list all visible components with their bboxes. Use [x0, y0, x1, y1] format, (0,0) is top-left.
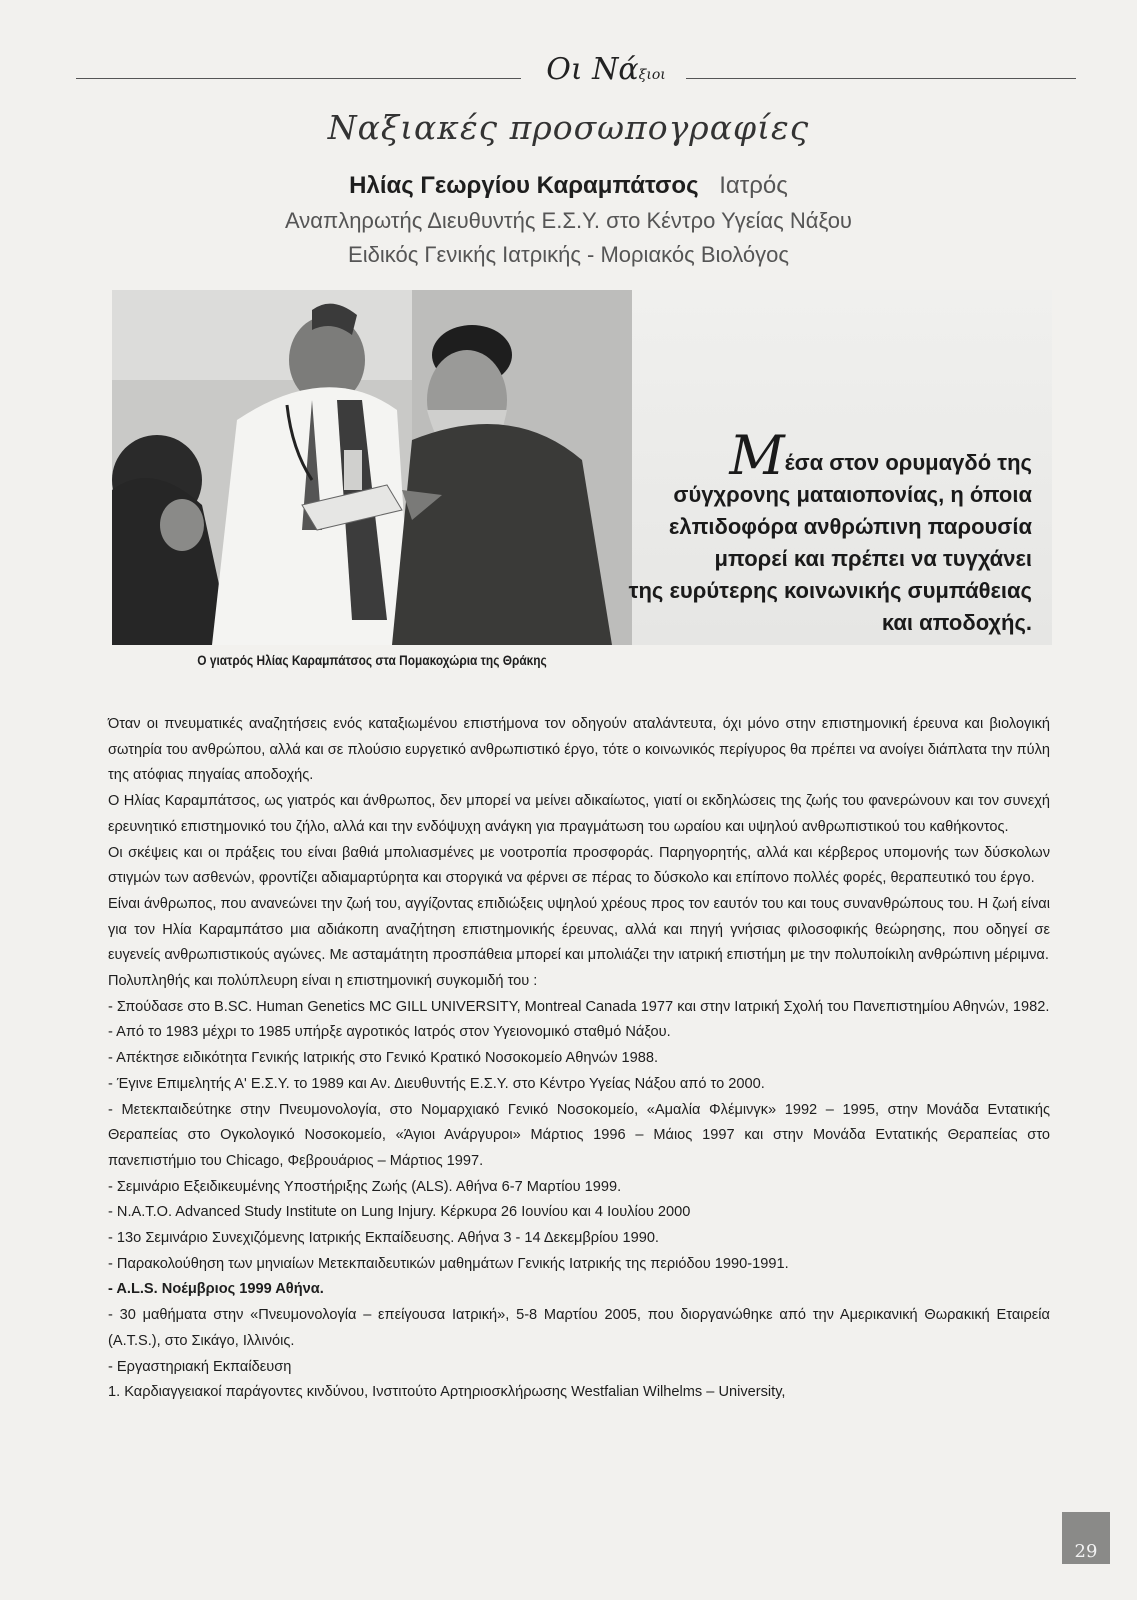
- running-header: [76, 52, 1076, 102]
- doctor-photo-illustration: [112, 290, 632, 645]
- header-rule-left: [76, 78, 521, 79]
- quote-line-6: και αποδοχής.: [881, 610, 1032, 635]
- body-paragraph: - Σεμινάριο Εξειδικευμένης Υποστήριξης Ζωής (ALS). Αθήνα 6-7 Μαρτίου 1999.: [108, 1178, 622, 1195]
- body-paragraph: - 13ο Σεμινάριο Συνεχιζόμενης Ιατρικής Εκπαίδευσης. Αθήνα 3 - 14 Δεκεμβρίου 1990.: [108, 1230, 659, 1247]
- body-paragraph: - Σπούδασε στο B.SC. Human Genetics MC GILL UNIVERSITY, Montreal Canada 1977 και στην Ιατρική Σχολή του Πανεπιστημίου Αθηνών, 1982.: [108, 998, 1050, 1015]
- body-paragraph: - Μετεκπαιδεύτηκε στην Πνευμονολογία, στο Νομαρχιακό Γενικό Νοσοκομείο, «Αμαλία Φλέμινγκ» 1992 – 1995, στην Μονάδα Εντατικής Θεραπείας στο Ογκολογικό Νοσοκομείο, «Άγιοι Ανάργυροι» Μάρτιος 1996 – Μάιος 1997 και στην Μονάδα Εντατικής Θεραπείας στο πανεπιστήμιο του Chicago, Φεβρουάριος – Μάρτιος 1997.: [108, 1101, 1050, 1169]
- quote-line-2: σύγχρονης ματαιοπονίας, η όποια: [673, 482, 1032, 507]
- body-paragraph: Είναι άνθρωπος, που ανανεώνει την ζωή του, αγγίζοντας επιδιώξεις υψηλού χρέους προς τον εαυτόν του και τους συνανθρώπους του. Η ζωή είναι για τον Ηλία Καραμπάτσο μια αδιάκοπη αναζήτηση επιστημονικής έρευνας, αλλά και πηγή γνήσιας φιλοσοφικής θεώρησης, που οδηγεί σε ευγενείς ανθρωπιστικούς αγώνες. Με ασταμάτητη προσπάθεια μπορεί και μπολιάζει την ιατρική επιστήμη με την πολυποίκιλη ανθρώπινη μέριμνα.: [108, 895, 1050, 964]
- page-number: 29: [1062, 1512, 1110, 1564]
- header-rule-right: [686, 78, 1076, 79]
- body-paragraph: - Εργαστηριακή Εκπαίδευση: [108, 1358, 292, 1375]
- body-paragraph: Οι σκέψεις και οι πράξεις του είναι βαθιά μπολιασμένες με νοοτροπία προσφοράς. Παρηγορητής, αλλά και κέρβερος υπομονής των δύσκολων στιγμών των ασθενών, φροντίζει αδιαμαρτύρητα και στοργικά να φέρνει σε πέρας το δύσκολο και επίπονο πολλές φορές, θεραπευτικό του έργο.: [108, 844, 1050, 887]
- body-paragraph: - A.L.S. Νοέμβριος 1999 Αθήνα.: [108, 1281, 324, 1298]
- body-paragraph: Ο Ηλίας Καραμπάτσος, ως γιατρός και άνθρωπος, δεν μπορεί να μείνει αδικαίωτος, γιατί οι εκδηλώσεις της ζωής του φανερώνουν και τον συνεχή ερευνητικό επιστημονικό του ζήλο, αλλά και την ενδόψυχη ανάγκη για πραγμάτωση του ωραίου και υψηλού ανθρωπιστικού του καθήκοντος.: [108, 793, 1050, 835]
- body-paragraph: - N.A.T.O. Advanced Study Institute on Lung Injury. Κέρκυρα 26 Ιουνίου και 4 Ιουλίου 2000: [108, 1204, 691, 1221]
- body-paragraph: - Απέκτησε ειδικότητα Γενικής Ιατρικής στο Γενικό Κρατικό Νοσοκομείο Αθηνών 1988.: [108, 1050, 659, 1067]
- photo-caption: Ο γιατρός Ηλίας Καραμπάτσος στα Πομακοχώρια της Θράκης: [197, 652, 547, 668]
- article-body: [108, 712, 1050, 1406]
- profile-name: Ηλίας Γεωργίου Καραμπάτσος: [349, 172, 699, 199]
- brand-small: ξιοι: [638, 67, 666, 83]
- brand-main: Οι Νά: [546, 52, 639, 87]
- pull-quote: [560, 424, 1032, 639]
- section-title: Ναξιακές προσωπογραφίες: [327, 108, 810, 147]
- magazine-brand: [531, 52, 681, 87]
- body-paragraph: - Από το 1983 μέχρι το 1985 υπήρξε αγροτικός Ιατρός στον Υγειονομικό σταθμό Νάξου.: [108, 1024, 671, 1041]
- quote-line-4: μπορεί και πρέπει να τυγχάνει: [714, 546, 1032, 571]
- body-paragraph: - 30 μαθήματα στην «Πνευμονολογία – επείγουσα Ιατρική», 5-8 Μαρτίου 2005, που διοργανώθηκε από την Αμερικανική Θωρακική Εταιρεία (A.T.S.), στο Σικάγο, Ιλλινόις.: [108, 1307, 1050, 1349]
- profile-role: Ιατρός: [719, 172, 788, 199]
- profile-name-line: [0, 172, 1137, 200]
- body-paragraph: Πολυπληθής και πολύπλευρη είναι η επιστημονική συγκομιδή του :: [108, 973, 538, 990]
- doctor-photo: [112, 290, 632, 645]
- quote-line-3: ελπιδοφόρα ανθρώπινη παρουσία: [668, 514, 1032, 539]
- quote-line-5: της ευρύτερης κοινωνικής συμπάθειας: [628, 578, 1032, 603]
- quote-drop-cap: Μ: [729, 424, 785, 487]
- body-paragraph: - Έγινε Επιμελητής Α' Ε.Σ.Υ. το 1989 και Αν. Διευθυντής Ε.Σ.Υ. στο Κέντρο Υγείας Νάξου από το 2000.: [108, 1075, 765, 1092]
- profile-specialty: Ειδικός Γενικής Ιατρικής - Μοριακός Βιολόγος: [348, 242, 789, 267]
- body-paragraph: 1. Καρδιαγγειακοί παράγοντες κινδύνου, Ινστιτούτο Αρτηριοσκλήρωσης Westfalian Wilhelms – University,: [108, 1384, 786, 1401]
- quote-line-1: Μέσα στον ορυμαγδό της: [729, 424, 1032, 487]
- body-paragraph: - Παρακολούθηση των μηνιαίων Μετεκπαιδευτικών μαθημάτων Γενικής Ιατρικής της περιόδου 1990-1991.: [108, 1255, 789, 1272]
- body-paragraph: Όταν οι πνευματικές αναζητήσεις ενός καταξιωμένου επιστήμονα τον οδηγούν αταλάντευτα, όχι μόνο στην επιστημονική έρευνα και βιολογική σωτηρία του ανθρώπου, αλλά και σε πλούσιο ευργετικό ανθρωπιστικό έργο, τότε ο κοινωνικός περίγυρος θα πρέπει να ανοίγει διάπλατα την πύλη της ατόφιας πηγαίας αποδοχής.: [108, 716, 1050, 784]
- profile-position: Αναπληρωτής Διευθυντής Ε.Σ.Υ. στο Κέντρο Υγείας Νάξου: [285, 208, 852, 233]
